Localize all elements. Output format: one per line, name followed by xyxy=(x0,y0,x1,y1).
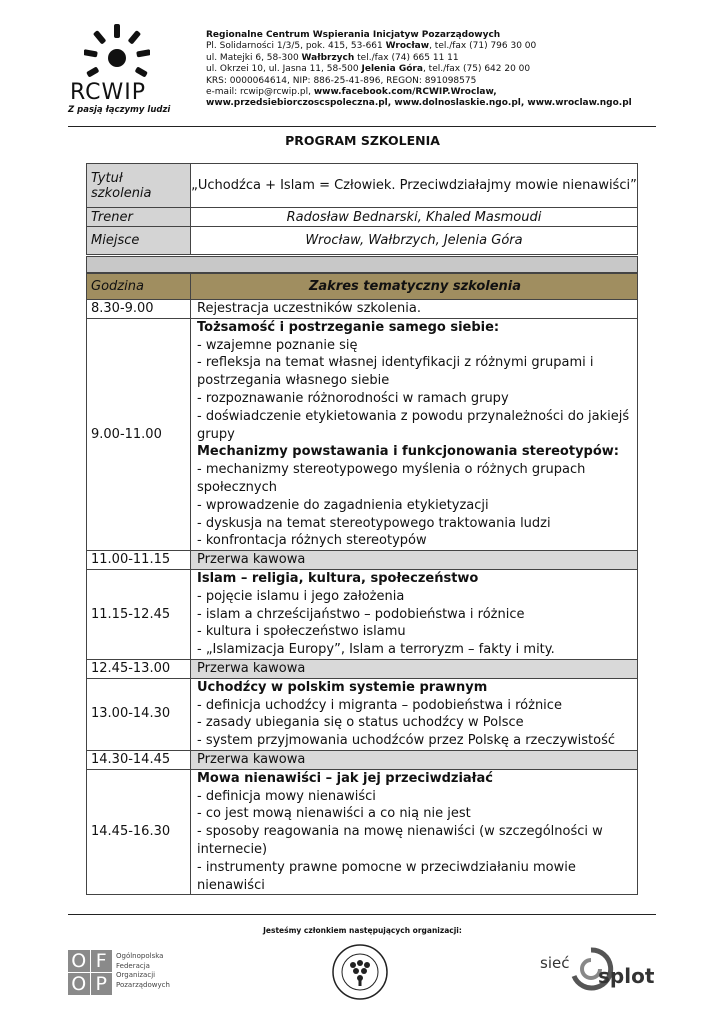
row-time: 13.00-14.30 xyxy=(87,678,191,750)
page-title: PROGRAM SZKOLENIA xyxy=(285,133,440,148)
federation-seal-icon xyxy=(331,943,389,1001)
row-time: 14.30-14.45 xyxy=(87,750,191,769)
table-row xyxy=(87,318,638,550)
row-time: 14.45-16.30 xyxy=(87,769,191,895)
section-heading: Mechanizmy powstawania i funkcjonowania stereotypów: xyxy=(197,444,619,460)
logo-tagline: Z pasją łączymy ludzi xyxy=(68,105,171,115)
row-text: Przerwa kawowa xyxy=(191,750,638,769)
contact-email: e-mail: rcwip@rcwip.pl, www.facebook.com/RCWIP.Wroclaw, xyxy=(206,87,497,98)
title-value: „Uchodźca + Islam = Człowiek. Przeciwdziałajmy mowie nienawiści” xyxy=(191,164,638,208)
list-item: - system przyjmowania uchodźców przez Polskę a rzeczywistość xyxy=(197,733,616,749)
list-item: - dyskusja na temat stereotypowego traktowania ludzi xyxy=(197,515,551,531)
schedule-header-row xyxy=(87,274,638,300)
address-walbrzych: ul. Matejki 6, 58-300 Wałbrzych tel./fax (74) 665 11 11 xyxy=(206,52,459,63)
list-item: - sposoby reagowania na mowę nienawiści (w szczególności w internecie) xyxy=(197,824,603,857)
section-heading: Mowa nienawiści – jak jej przeciwdziałać xyxy=(197,770,493,786)
list-item: - „Islamizacja Europy”, Islam a terroryzm – fakty i mity. xyxy=(197,642,555,658)
row-time: 8.30-9.00 xyxy=(87,300,191,319)
header-divider xyxy=(68,126,656,127)
list-item: - instrumenty prawne pomocne w przeciwdziałaniu mowie nienawiści xyxy=(197,859,576,893)
row-text: Rejestracja uczestników szkolenia. xyxy=(191,300,638,319)
splot-text: splot xyxy=(598,964,655,988)
org-name: Regionalne Centrum Wspierania Inicjatyw Pozarządowych xyxy=(206,30,501,40)
row-content xyxy=(191,569,638,659)
organization-info xyxy=(206,30,676,110)
ofop-name: Ogólnopolska Federacja Organizacji Pozarządowych xyxy=(116,952,170,989)
table-row xyxy=(87,678,638,750)
row-content xyxy=(191,318,638,550)
schedule-table xyxy=(86,273,638,895)
siec-splot-logo xyxy=(540,946,660,996)
time-column-header: Godzina xyxy=(87,274,191,300)
footer-divider xyxy=(68,914,656,915)
list-item: - mechanizmy stereotypowego myślenia o różnych grupach społecznych xyxy=(197,462,586,495)
list-item: - wprowadzenie do zagadnienia etykietyzacji xyxy=(197,497,489,513)
row-time: 11.00-11.15 xyxy=(87,551,191,570)
list-item: - rozpoznawanie różnorodności w ramach grupy xyxy=(197,390,509,406)
list-item: - kultura i społeczeństwo islamu xyxy=(197,624,406,640)
facebook-link[interactable]: www.facebook.com/RCWIP.Wroclaw, xyxy=(313,87,497,98)
table-row xyxy=(87,569,638,659)
row-time: 9.00-11.00 xyxy=(87,318,191,550)
row-content xyxy=(191,769,638,895)
table-row xyxy=(87,750,638,769)
list-item: - zasady ubiegania się o status uchodźcy w Polsce xyxy=(197,715,524,731)
section-heading: Islam – religia, kultura, społeczeństwo xyxy=(197,570,479,586)
list-item: - pojęcie islamu i jego założenia xyxy=(197,588,405,604)
logo-wordmark: RCWIP xyxy=(69,80,147,105)
table-separator xyxy=(86,256,638,273)
table-row xyxy=(87,300,638,319)
trainer-label: Trener xyxy=(87,208,191,227)
list-item: - islam a chrześcijaństwo – podobieństwa i różnice xyxy=(197,606,525,622)
row-time: 12.45-13.00 xyxy=(87,659,191,678)
list-item: - definicja uchodźcy i migranta – podobieństwa i różnice xyxy=(197,697,562,713)
list-item: - refleksja na temat własnej identyfikacji z różnymi grupami i postrzegania własnego siebie xyxy=(197,355,594,389)
address-jelenia-gora: ul. Okrzei 10, ul. Jasna 11, 58-500 Jelenia Góra, tel./fax (75) 642 20 00 xyxy=(206,64,531,75)
place-value: Wrocław, Wałbrzych, Jelenia Góra xyxy=(191,227,638,255)
list-item: - konfrontacja różnych stereotypów xyxy=(197,533,427,549)
row-content xyxy=(191,678,638,750)
table-row xyxy=(87,769,638,895)
row-time: 11.15-12.45 xyxy=(87,569,191,659)
section-heading: Uchodźcy w polskim systemie prawnym xyxy=(197,679,488,695)
membership-text: Jesteśmy członkiem następujących organizacji: xyxy=(263,926,462,935)
training-info-table xyxy=(86,163,638,255)
ofop-logo-icon: O F O P xyxy=(68,950,112,994)
website-links[interactable]: www.przedsiebiorczoscspoleczna.pl, www.dolnoslaskie.ngo.pl, www.wroclaw.ngo.pl xyxy=(206,98,632,109)
registry-numbers: KRS: 0000064614, NIP: 886-25-41-896, REGON: 891098575 xyxy=(206,75,477,86)
trainer-value: Radosław Bednarski, Khaled Masmoudi xyxy=(191,208,638,227)
ofop-logo xyxy=(68,950,188,996)
list-item: - definicja mowy nienawiści xyxy=(197,788,376,804)
title-label: Tytuł szkolenia xyxy=(87,164,191,208)
list-item: - doświadczenie etykietowania z powodu przynależności do jakiejś grupy xyxy=(197,408,630,442)
table-row xyxy=(87,551,638,570)
row-text: Przerwa kawowa xyxy=(191,659,638,678)
list-item: - co jest mową nienawiści a co nią nie jest xyxy=(197,806,471,822)
topic-column-header: Zakres tematyczny szkolenia xyxy=(191,274,638,300)
address-wroclaw: Pl. Solidarności 1/3/5, pok. 415, 53-661 Wrocław, tel./fax (71) 796 30 00 xyxy=(206,41,537,52)
siec-text: sieć xyxy=(540,954,570,972)
place-label: Miejsce xyxy=(87,227,191,255)
row-text: Przerwa kawowa xyxy=(191,551,638,570)
section-heading: Tożsamość i postrzeganie samego siebie: xyxy=(197,319,500,335)
list-item: - wzajemne poznanie się xyxy=(197,337,358,353)
sun-logo-icon xyxy=(84,24,150,78)
table-row xyxy=(87,659,638,678)
